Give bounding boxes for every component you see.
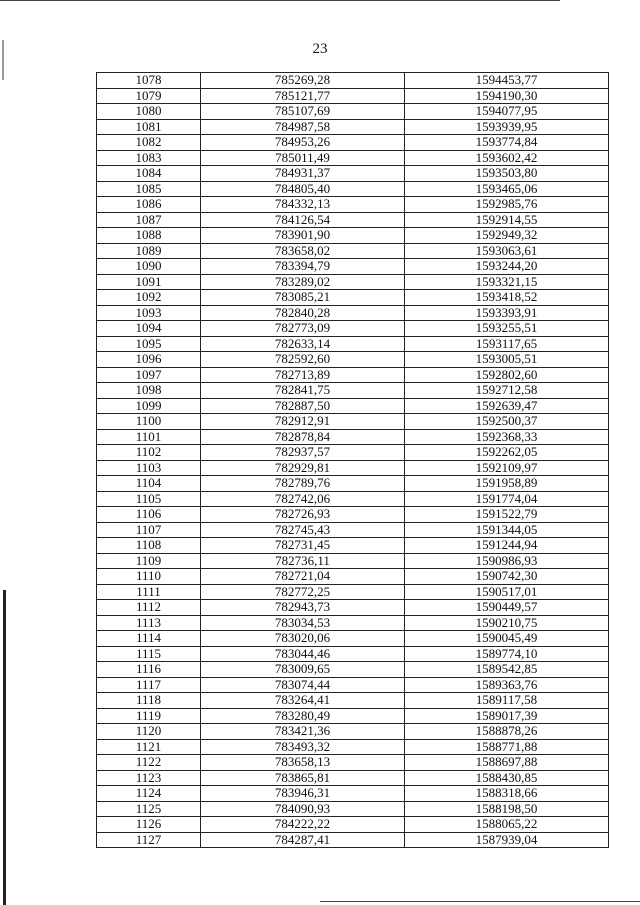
table-row (97, 274, 609, 290)
table-row (97, 259, 609, 275)
y-coordinate-cell: 1593117,65 (405, 336, 609, 352)
point-number-cell: 1088 (97, 228, 201, 244)
y-coordinate-cell: 1593393,91 (405, 305, 609, 321)
table-row (97, 569, 609, 585)
point-number-cell: 1089 (97, 243, 201, 259)
y-coordinate-cell: 1587939,04 (405, 832, 609, 848)
table-row (97, 584, 609, 600)
point-number-cell: 1083 (97, 150, 201, 166)
point-number-cell: 1104 (97, 476, 201, 492)
x-coordinate-cell: 782937,57 (201, 445, 405, 461)
y-coordinate-cell: 1593418,52 (405, 290, 609, 306)
point-number-cell: 1114 (97, 631, 201, 647)
y-coordinate-cell: 1591774,04 (405, 491, 609, 507)
x-coordinate-cell: 784332,13 (201, 197, 405, 213)
y-coordinate-cell: 1591344,05 (405, 522, 609, 538)
point-number-cell: 1096 (97, 352, 201, 368)
point-number-cell: 1078 (97, 73, 201, 89)
x-coordinate-cell: 783020,06 (201, 631, 405, 647)
x-coordinate-cell: 782731,45 (201, 538, 405, 554)
x-coordinate-cell: 782745,43 (201, 522, 405, 538)
point-number-cell: 1105 (97, 491, 201, 507)
point-number-cell: 1082 (97, 135, 201, 151)
point-number-cell: 1120 (97, 724, 201, 740)
page-number: 23 (312, 41, 328, 57)
y-coordinate-cell: 1593465,06 (405, 181, 609, 197)
point-number-cell: 1117 (97, 677, 201, 693)
x-coordinate-cell: 782773,09 (201, 321, 405, 337)
table-row (97, 197, 609, 213)
x-coordinate-cell: 782592,60 (201, 352, 405, 368)
y-coordinate-cell: 1588697,88 (405, 755, 609, 771)
point-number-cell: 1109 (97, 553, 201, 569)
x-coordinate-cell: 784090,93 (201, 801, 405, 817)
x-coordinate-cell: 784126,54 (201, 212, 405, 228)
point-number-cell: 1100 (97, 414, 201, 430)
point-number-cell: 1079 (97, 88, 201, 104)
x-coordinate-cell: 783074,44 (201, 677, 405, 693)
x-coordinate-cell: 784805,40 (201, 181, 405, 197)
point-number-cell: 1085 (97, 181, 201, 197)
point-number-cell: 1124 (97, 786, 201, 802)
point-number-cell: 1107 (97, 522, 201, 538)
table-row (97, 708, 609, 724)
y-coordinate-cell: 1592802,60 (405, 367, 609, 383)
x-coordinate-cell: 783085,21 (201, 290, 405, 306)
point-number-cell: 1086 (97, 197, 201, 213)
x-coordinate-cell: 782840,28 (201, 305, 405, 321)
y-coordinate-cell: 1588878,26 (405, 724, 609, 740)
table-row (97, 476, 609, 492)
table-row (97, 770, 609, 786)
x-coordinate-cell: 783280,49 (201, 708, 405, 724)
table-row (97, 88, 609, 104)
table-row (97, 677, 609, 693)
table-row (97, 73, 609, 89)
y-coordinate-cell: 1590045,49 (405, 631, 609, 647)
table-row (97, 817, 609, 833)
point-number-cell: 1108 (97, 538, 201, 554)
x-coordinate-cell: 785011,49 (201, 150, 405, 166)
y-coordinate-cell: 1592262,05 (405, 445, 609, 461)
table-row (97, 739, 609, 755)
y-coordinate-cell: 1593321,15 (405, 274, 609, 290)
point-number-cell: 1127 (97, 832, 201, 848)
y-coordinate-cell: 1591522,79 (405, 507, 609, 523)
y-coordinate-cell: 1594077,95 (405, 104, 609, 120)
table-row (97, 212, 609, 228)
x-coordinate-cell: 783289,02 (201, 274, 405, 290)
y-coordinate-cell: 1588771,88 (405, 739, 609, 755)
y-coordinate-cell: 1588430,85 (405, 770, 609, 786)
x-coordinate-cell: 782726,93 (201, 507, 405, 523)
table-row (97, 724, 609, 740)
point-number-cell: 1119 (97, 708, 201, 724)
point-number-cell: 1112 (97, 600, 201, 616)
point-number-cell: 1094 (97, 321, 201, 337)
x-coordinate-cell: 783034,53 (201, 615, 405, 631)
x-coordinate-cell: 784287,41 (201, 832, 405, 848)
table-row (97, 801, 609, 817)
table-row (97, 305, 609, 321)
point-number-cell: 1080 (97, 104, 201, 120)
point-number-cell: 1118 (97, 693, 201, 709)
table-row (97, 832, 609, 848)
x-coordinate-cell: 783009,65 (201, 662, 405, 678)
y-coordinate-cell: 1589117,58 (405, 693, 609, 709)
x-coordinate-cell: 782943,73 (201, 600, 405, 616)
y-coordinate-cell: 1592500,37 (405, 414, 609, 430)
table-row (97, 336, 609, 352)
x-coordinate-cell: 785107,69 (201, 104, 405, 120)
point-number-cell: 1103 (97, 460, 201, 476)
y-coordinate-cell: 1592712,58 (405, 383, 609, 399)
point-number-cell: 1115 (97, 646, 201, 662)
y-coordinate-cell: 1593255,51 (405, 321, 609, 337)
y-coordinate-cell: 1588318,66 (405, 786, 609, 802)
table-row (97, 553, 609, 569)
y-coordinate-cell: 1590742,30 (405, 569, 609, 585)
table-row (97, 228, 609, 244)
table-row (97, 352, 609, 368)
table-row (97, 445, 609, 461)
x-coordinate-cell: 782789,76 (201, 476, 405, 492)
point-number-cell: 1098 (97, 383, 201, 399)
x-coordinate-cell: 783946,31 (201, 786, 405, 802)
table-row (97, 181, 609, 197)
table-row (97, 460, 609, 476)
point-number-cell: 1126 (97, 817, 201, 833)
point-number-cell: 1084 (97, 166, 201, 182)
x-coordinate-cell: 782772,25 (201, 584, 405, 600)
point-number-cell: 1091 (97, 274, 201, 290)
table-row (97, 755, 609, 771)
y-coordinate-cell: 1590449,57 (405, 600, 609, 616)
x-coordinate-cell: 782742,06 (201, 491, 405, 507)
point-number-cell: 1110 (97, 569, 201, 585)
point-number-cell: 1101 (97, 429, 201, 445)
x-coordinate-cell: 783421,36 (201, 724, 405, 740)
y-coordinate-cell: 1594190,30 (405, 88, 609, 104)
y-coordinate-cell: 1592985,76 (405, 197, 609, 213)
x-coordinate-cell: 782713,89 (201, 367, 405, 383)
table-row (97, 507, 609, 523)
point-number-cell: 1090 (97, 259, 201, 275)
y-coordinate-cell: 1593063,61 (405, 243, 609, 259)
table-row (97, 662, 609, 678)
x-coordinate-cell: 783901,90 (201, 228, 405, 244)
x-coordinate-cell: 783658,02 (201, 243, 405, 259)
y-coordinate-cell: 1593503,80 (405, 166, 609, 182)
x-coordinate-cell: 783865,81 (201, 770, 405, 786)
x-coordinate-cell: 783394,79 (201, 259, 405, 275)
y-coordinate-cell: 1590210,75 (405, 615, 609, 631)
table-row (97, 321, 609, 337)
x-coordinate-cell: 782929,81 (201, 460, 405, 476)
y-coordinate-cell: 1589542,85 (405, 662, 609, 678)
point-number-cell: 1093 (97, 305, 201, 321)
y-coordinate-cell: 1592109,97 (405, 460, 609, 476)
point-number-cell: 1121 (97, 739, 201, 755)
x-coordinate-cell: 782912,91 (201, 414, 405, 430)
x-coordinate-cell: 784953,26 (201, 135, 405, 151)
x-coordinate-cell: 785121,77 (201, 88, 405, 104)
point-number-cell: 1125 (97, 801, 201, 817)
x-coordinate-cell: 783044,46 (201, 646, 405, 662)
x-coordinate-cell: 785269,28 (201, 73, 405, 89)
y-coordinate-cell: 1591244,94 (405, 538, 609, 554)
table-row (97, 166, 609, 182)
y-coordinate-cell: 1594453,77 (405, 73, 609, 89)
table-row (97, 538, 609, 554)
point-number-cell: 1111 (97, 584, 201, 600)
table-row (97, 693, 609, 709)
x-coordinate-cell: 783264,41 (201, 693, 405, 709)
x-coordinate-cell: 782736,11 (201, 553, 405, 569)
table-row (97, 646, 609, 662)
y-coordinate-cell: 1592914,55 (405, 212, 609, 228)
point-number-cell: 1122 (97, 755, 201, 771)
table-row (97, 104, 609, 120)
x-coordinate-cell: 784931,37 (201, 166, 405, 182)
y-coordinate-cell: 1593005,51 (405, 352, 609, 368)
table-row (97, 367, 609, 383)
y-coordinate-cell: 1593774,84 (405, 135, 609, 151)
point-number-cell: 1081 (97, 119, 201, 135)
point-number-cell: 1106 (97, 507, 201, 523)
point-number-cell: 1113 (97, 615, 201, 631)
y-coordinate-cell: 1593244,20 (405, 259, 609, 275)
point-number-cell: 1099 (97, 398, 201, 414)
y-coordinate-cell: 1590517,01 (405, 584, 609, 600)
x-coordinate-cell: 784987,58 (201, 119, 405, 135)
table-row (97, 150, 609, 166)
point-number-cell: 1102 (97, 445, 201, 461)
x-coordinate-cell: 783493,32 (201, 739, 405, 755)
y-coordinate-cell: 1592949,32 (405, 228, 609, 244)
x-coordinate-cell: 782721,04 (201, 569, 405, 585)
x-coordinate-cell: 782887,50 (201, 398, 405, 414)
y-coordinate-cell: 1588198,50 (405, 801, 609, 817)
y-coordinate-cell: 1592368,33 (405, 429, 609, 445)
table-row (97, 243, 609, 259)
table-row (97, 414, 609, 430)
y-coordinate-cell: 1590986,93 (405, 553, 609, 569)
x-coordinate-cell: 782633,14 (201, 336, 405, 352)
y-coordinate-cell: 1589017,39 (405, 708, 609, 724)
table-row (97, 491, 609, 507)
table-row (97, 119, 609, 135)
x-coordinate-cell: 782841,75 (201, 383, 405, 399)
y-coordinate-cell: 1588065,22 (405, 817, 609, 833)
y-coordinate-cell: 1591958,89 (405, 476, 609, 492)
table-row (97, 600, 609, 616)
y-coordinate-cell: 1592639,47 (405, 398, 609, 414)
x-coordinate-cell: 782878,84 (201, 429, 405, 445)
scan-left-edge (3, 590, 6, 905)
point-number-cell: 1095 (97, 336, 201, 352)
point-number-cell: 1116 (97, 662, 201, 678)
table-row (97, 429, 609, 445)
point-number-cell: 1092 (97, 290, 201, 306)
y-coordinate-cell: 1589363,76 (405, 677, 609, 693)
coordinates-table-body (97, 73, 609, 848)
table-row (97, 615, 609, 631)
x-coordinate-cell: 783658,13 (201, 755, 405, 771)
point-number-cell: 1087 (97, 212, 201, 228)
point-number-cell: 1123 (97, 770, 201, 786)
scan-top-border (0, 0, 560, 1)
scan-bottom-border (320, 901, 640, 902)
coordinates-table (96, 72, 609, 848)
table-row (97, 522, 609, 538)
y-coordinate-cell: 1593939,95 (405, 119, 609, 135)
point-number-cell: 1097 (97, 367, 201, 383)
table-row (97, 383, 609, 399)
table-row (97, 398, 609, 414)
table-row (97, 786, 609, 802)
table-row (97, 135, 609, 151)
y-coordinate-cell: 1589774,10 (405, 646, 609, 662)
table-row (97, 290, 609, 306)
x-coordinate-cell: 784222,22 (201, 817, 405, 833)
y-coordinate-cell: 1593602,42 (405, 150, 609, 166)
table-row (97, 631, 609, 647)
